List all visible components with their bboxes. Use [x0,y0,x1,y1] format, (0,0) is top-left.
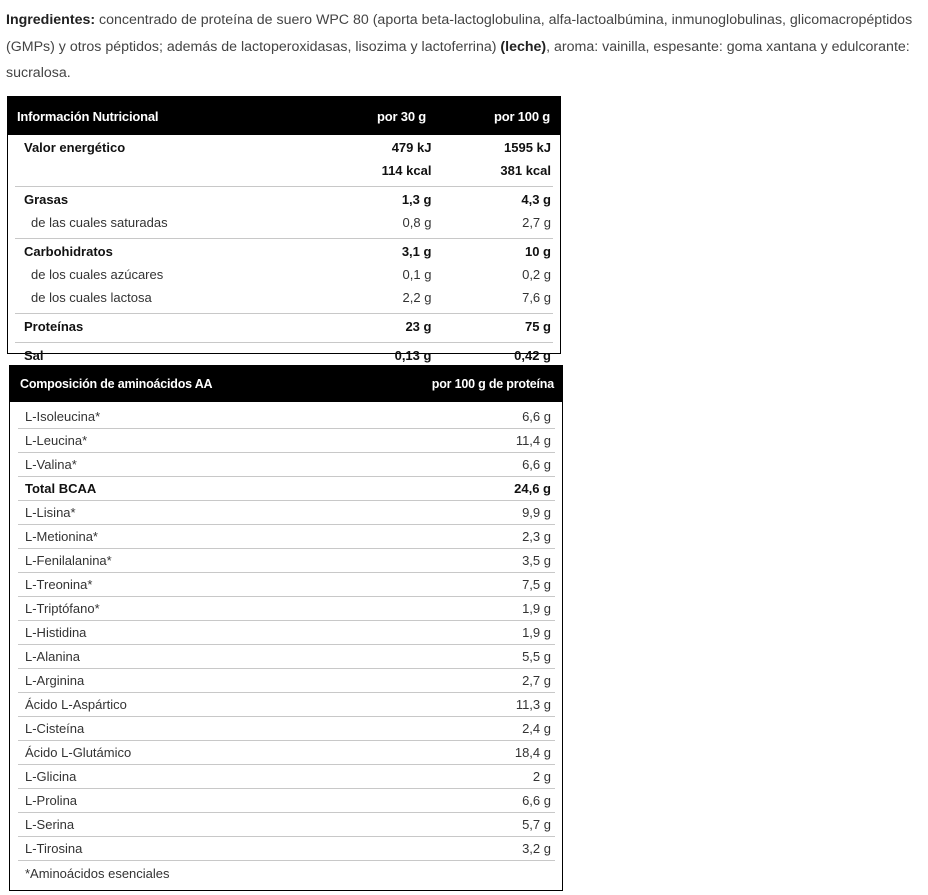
amino-row [18,741,555,765]
nutrition-row [15,263,553,286]
nutrition-value-per100: 4,3 g [521,192,551,207]
nutrition-value-per30: 114 kcal [381,163,432,178]
nutrition-row-label: Valor energético [24,140,126,155]
nutrition-row [15,211,553,234]
amino-row [18,813,555,837]
amino-row-value: 3,5 g [522,553,551,568]
nutrition-row-label: de los cuales azúcares [31,267,164,282]
nutrition-row-label: Grasas [24,192,69,207]
amino-row-label: L-Cisteína [25,721,85,736]
nutrition-value-per100: 0,42 g [514,348,551,363]
amino-row-value: 2,3 g [522,529,551,544]
nutrition-group [15,314,553,343]
amino-row [18,549,555,573]
ingredients-allergen: (leche) [500,38,547,55]
amino-row [18,789,555,813]
nutrition-row-label: de los cuales lactosa [31,290,152,305]
amino-row-value: 9,9 g [522,505,551,520]
amino-row [18,573,555,597]
nutrition-value-per100: 381 kcal [500,163,551,178]
amino-row-label: L-Glicina [25,769,77,784]
nutrition-row-label: de las cuales saturadas [31,215,168,230]
nutrition-value-per100: 0,2 g [522,267,552,282]
amino-row-label: L-Isoleucina* [25,409,101,424]
amino-row-value: 1,9 g [522,601,551,616]
amino-row-label: L-Treonina* [25,577,93,592]
amino-row-label: L-Serina [25,817,75,832]
nutrition-table [7,96,561,363]
amino-row [18,837,555,861]
nutrition-row-label: Proteínas [24,319,84,334]
amino-row [18,525,555,549]
amino-row-value: 2,7 g [522,673,551,688]
nutrition-value-per100: 1595 kJ [504,140,551,155]
amino-table-header [10,366,562,402]
nutrition-group [15,187,553,239]
amino-row-value: 2,4 g [522,721,551,736]
nutrition-value-per30: 0,1 g [402,267,432,282]
ingredients-label: Ingredientes: [6,12,96,28]
nutrition-group [15,239,553,314]
nutrition-row [15,315,553,338]
amino-row [18,693,555,717]
amino-row-value: 6,6 g [522,409,551,424]
amino-row-label: L-Triptófano* [25,601,100,616]
amino-row [18,621,555,645]
amino-row [18,501,555,525]
amino-header-column: por 100 g de proteína [431,377,554,391]
amino-row-value: 5,7 g [522,817,551,832]
amino-row-label: L-Tirosina [25,841,83,856]
amino-table-body [10,405,562,885]
nutrition-header-label: Información Nutricional [17,108,159,124]
amino-row-value: 7,5 g [522,577,551,592]
nutrition-value-per100: 75 g [524,319,551,334]
nutrition-value-per30: 479 kJ [391,140,432,155]
nutrition-value-per100: 10 g [524,244,551,259]
amino-header-label: Composición de aminoácidos AA [20,377,213,391]
amino-row-label: Total BCAA [25,481,97,496]
amino-row [18,669,555,693]
amino-acid-table [9,365,563,891]
amino-row [18,477,555,501]
nutrition-value-per100: 2,7 g [522,215,552,230]
amino-row-label: L-Metionina* [25,529,98,544]
amino-row [18,765,555,789]
nutrition-row [15,344,553,367]
amino-row-value: 5,5 g [522,649,551,664]
amino-row-label: Ácido L-Aspártico [25,697,127,712]
nutrition-group [15,135,553,187]
amino-row [18,453,555,477]
amino-row-value: 6,6 g [522,793,551,808]
nutrition-table-body [8,135,560,371]
nutrition-row-label: Carbohidratos [24,244,113,259]
amino-footnote-text: *Aminoácidos esenciales [25,865,170,881]
nutrition-header-per30: por 30 g [377,108,426,124]
amino-row-label: L-Prolina [25,793,78,808]
amino-row-label: L-Alanina [25,649,80,664]
nutrition-row [15,188,553,211]
nutrition-table-header [8,97,560,135]
nutrition-value-per30: 2,2 g [402,290,432,305]
amino-row-value: 2 g [532,769,551,784]
ingredients-part2: , aroma: vainilla, espesante: goma xantana y edulcorante: sucralosa. [6,38,910,81]
amino-row-value: 6,6 g [522,457,551,472]
nutrition-value-per30: 0,8 g [402,215,432,230]
amino-row [18,597,555,621]
nutrition-value-per30: 23 g [405,319,432,334]
amino-row-label: L-Arginina [25,673,85,688]
nutrition-header-per100: por 100 g [494,108,550,124]
amino-row-label: Ácido L-Glutámico [25,745,132,760]
amino-row-label: L-Valina* [25,457,77,472]
nutrition-value-per30: 0,13 g [394,348,432,363]
amino-row-value: 11,4 g [515,433,551,448]
nutrition-row-label: Sal [24,348,44,363]
nutrition-row [15,159,553,182]
nutrition-row [15,136,553,159]
ingredients-text [6,7,922,87]
nutrition-row [15,286,553,309]
amino-row-value: 3,2 g [522,841,551,856]
nutrition-value-per100: 7,6 g [522,290,552,305]
amino-row-value: 11,3 g [515,697,551,712]
ingredients-part1: concentrado de proteína de suero WPC 80 (aporta beta-lactoglobulina, alfa-lactoalbúmina, inmunoglobulinas, glicomacropéptidos (GMPs) y otros péptidos; además de lactoperoxidasas, lisozima y lactoferrina) [6,12,913,55]
amino-row [18,645,555,669]
nutrition-row [15,240,553,263]
amino-row [18,717,555,741]
amino-row-label: L-Fenilalanina* [25,553,112,568]
amino-row-value: 18,4 g [514,745,551,760]
amino-row-label: L-Histidina [25,625,87,640]
nutrition-value-per30: 1,3 g [401,192,432,207]
amino-row-value: 24,6 g [514,481,551,496]
amino-row-label: L-Lisina* [25,505,76,520]
amino-row [18,405,555,429]
amino-footnote [18,861,555,885]
amino-row-label: L-Leucina* [25,433,88,448]
amino-row [18,429,555,453]
amino-row-value: 1,9 g [522,625,551,640]
nutrition-value-per30: 3,1 g [401,244,432,259]
